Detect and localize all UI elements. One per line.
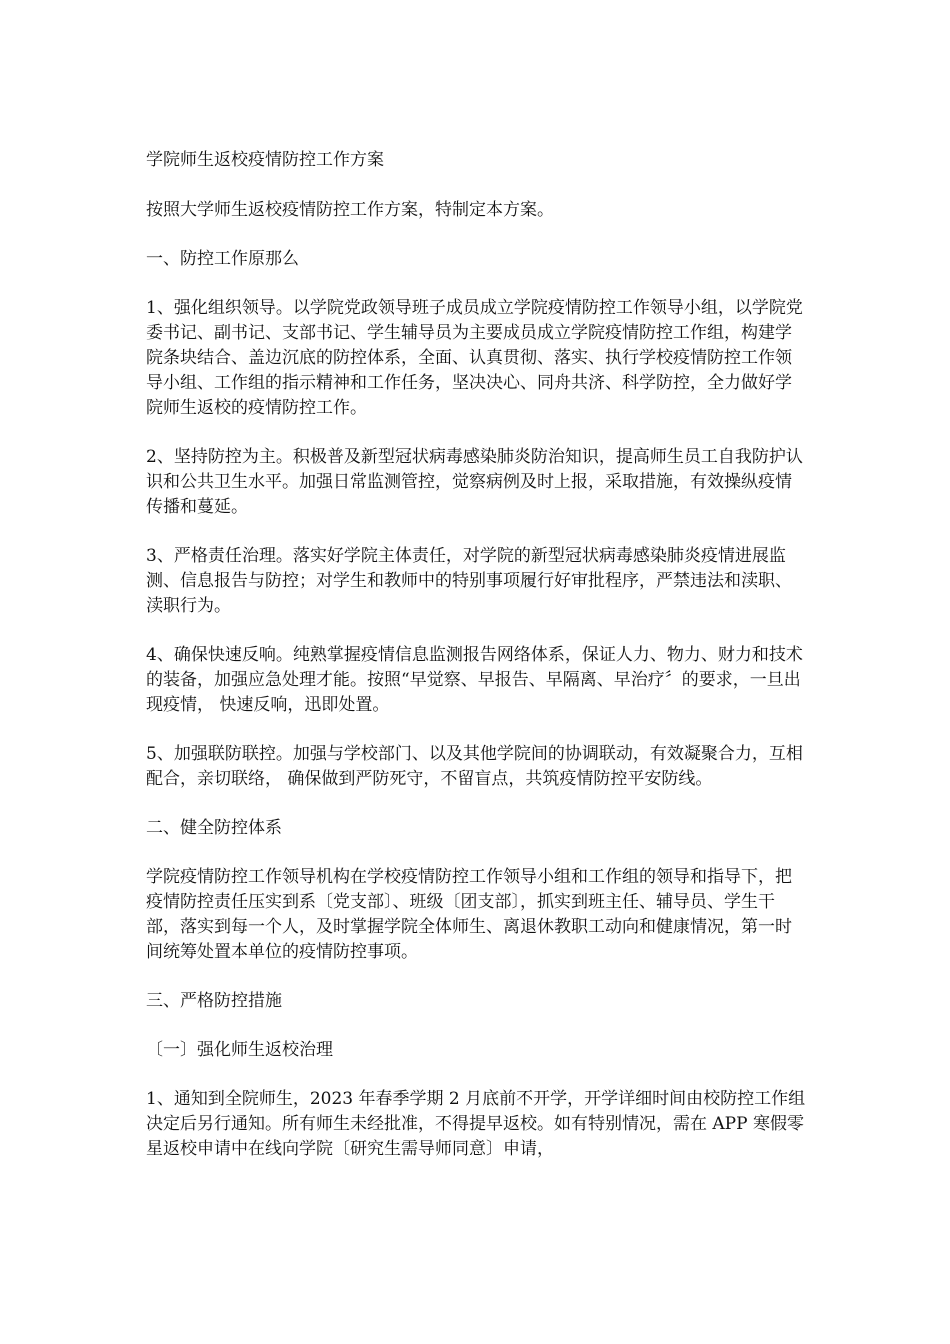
section-heading: 三、严格防控措施 <box>146 991 282 1011</box>
subsection-heading: 〔一〕强化师生返校治理 <box>146 1040 333 1060</box>
section-heading: 二、健全防控体系 <box>146 818 282 838</box>
intro-paragraph: 按照大学师生返校疫情防控工作方案，特制定本方案。 <box>146 200 554 220</box>
paragraph: 2、坚持防控为主。积极普及新型冠状病毒感染肺炎防治知识，提高师生员工自我防护认识和公共卫生水平。加强日常监测管控，觉察病例及时上报，采取措施，有效操纵疫情传播和蔓延。 <box>146 447 803 517</box>
section-heading: 一、防控工作原那么 <box>146 249 299 269</box>
paragraph: 3、严格责任治理。落实好学院主体责任，对学院的新型冠状病毒感染肺炎疫情进展监测、信息报告与防控；对学生和教师中的特别事项履行好审批程序，严禁违法和渎职、渎职行为。 <box>146 546 792 616</box>
document-page <box>146 148 806 1186</box>
paragraph: 5、加强联防联控。加强与学校部门、以及其他学院间的协调联动，有效凝聚合力，互相配合，亲切联络， 确保做到严防死守，不留盲点，共筑疫情防控平安防线。 <box>146 744 803 789</box>
paragraph: 4、确保快速反响。纯熟掌握疫情信息监测报告网络体系，保证人力、物力、财力和技术的装备，加强应急处理才能。按照“早觉察、早报告、早隔离、早治疗〞的要求，一旦出现疫情， 快速反响，迅即处置。 <box>146 645 803 715</box>
paragraph: 学院疫情防控工作领导机构在学校疫情防控工作领导小组和工作组的领导和指导下，把疫情防控责任压实到系〔党支部〕、班级〔团支部〕，抓实到班主任、辅导员、学生干部，落实到每一个人，及时掌握学院全体师生、离退休教职工动向和健康情况，第一时间统筹处置本单位的疫情防控事项。 <box>146 867 792 962</box>
paragraph: 1、强化组织领导。以学院党政领导班子成员成立学院疫情防控工作领导小组，以学院党委书记、副书记、支部书记、学生辅导员为主要成员成立学院疫情防控工作组，构建学院条块结合、盖边沉底的防控体系，全面、认真贯彻、落实、执行学校疫情防控工作领导小组、工作组的指示精神和工作任务，坚决决心、同舟共济、科学防控，全力做好学院师生返校的疫情防控工作。 <box>146 298 803 418</box>
paragraph: 1、通知到全院师生，2023 年春季学期 2 月底前不开学，开学详细时间由校防控工作组决定后另行通知。所有师生未经批准，不得提早返校。如有特别情况，需在 APP 寒假零星返校申请中在线向学院〔研究生需导师同意〕申请， <box>146 1089 806 1159</box>
document-title: 学院师生返校疫情防控工作方案 <box>146 150 384 170</box>
